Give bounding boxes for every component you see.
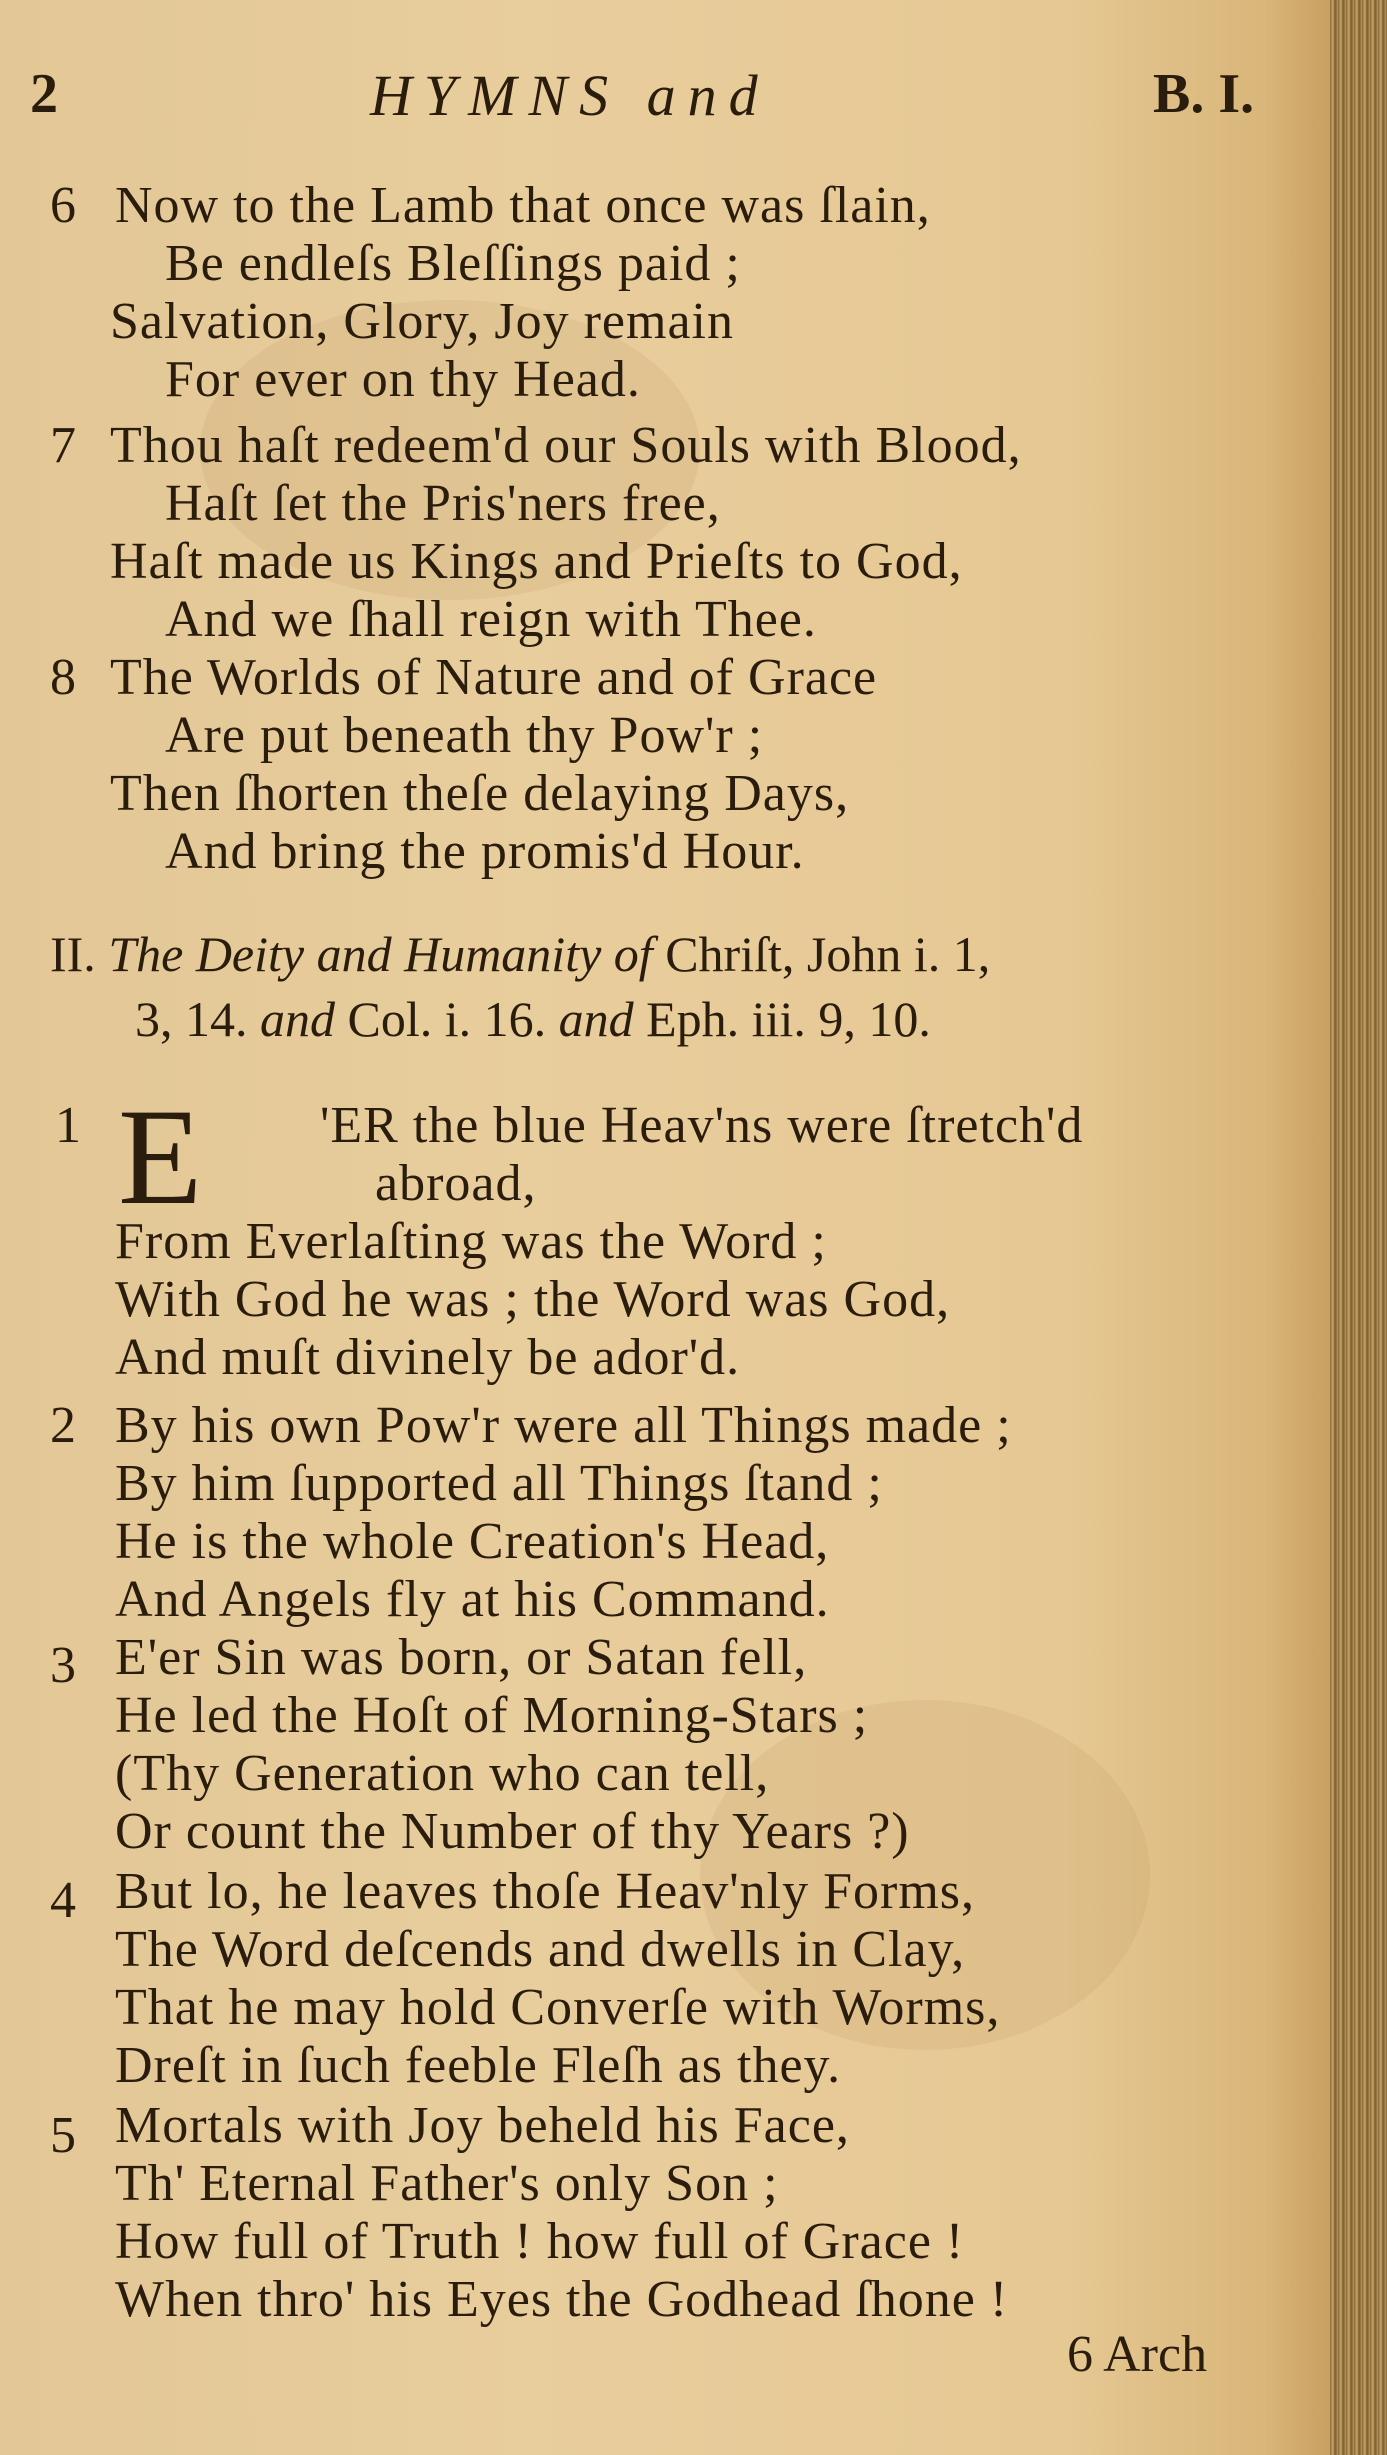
catchword: 6 Arch	[1067, 2326, 1208, 2383]
scripture-ref: Col. i. 16.	[347, 991, 547, 1047]
drop-capital: E	[118, 1080, 203, 1233]
verse-line: He led the Hoſt of Morning-Stars ;	[115, 1687, 869, 1744]
verse-line: By his own Pow'r were all Things made ;	[115, 1397, 1012, 1454]
verse-line: He is the whole Creation's Head,	[115, 1513, 830, 1570]
verse-line: The Word deſcends and dwells in Clay,	[115, 1921, 966, 1978]
verse-line: From Everlaſting was the Word ;	[115, 1213, 827, 1270]
verse-line: abroad,	[375, 1155, 537, 1212]
stanza-number: 6	[50, 177, 76, 234]
ref-conjunction: and	[558, 991, 634, 1047]
verse-line: By him ſupported all Things ſtand ;	[115, 1455, 883, 1512]
hymn-heading	[50, 925, 990, 983]
verse-line: Then ſhorten theſe delaying Days,	[110, 765, 850, 822]
verse-line: And Angels fly at his Command.	[115, 1571, 830, 1628]
hymn-reference	[135, 990, 931, 1048]
hymn-title-italic: The Deity and Humanity of	[108, 926, 653, 982]
book-reference: B. I.	[1153, 63, 1255, 125]
hymn-number: II.	[50, 926, 96, 982]
verse-line: And we ſhall reign with Thee.	[165, 591, 817, 648]
stanza-number: 5	[50, 2107, 76, 2164]
verse-line: (Thy Generation who can tell,	[115, 1745, 770, 1802]
scripture-ref: Eph. iii. 9, 10.	[646, 991, 931, 1047]
stanza-number: 1	[55, 1097, 81, 1154]
stanza-number: 8	[50, 649, 76, 706]
hymn-title-roman: Chriſt, John i. 1,	[665, 926, 991, 982]
stanza-number: 7	[50, 417, 76, 474]
verse-line: Are put beneath thy Pow'r ;	[165, 707, 764, 764]
verse-line: Salvation, Glory, Joy remain	[110, 293, 734, 350]
page-number: 2	[30, 63, 58, 125]
verse-line: And muſt divinely be ador'd.	[115, 1329, 741, 1386]
verse-line: Dreſt in ſuch feeble Fleſh as they.	[115, 2037, 842, 2094]
verse-line: Haſt made us Kings and Prieſts to God,	[110, 533, 963, 590]
running-title: HYMNS and	[370, 63, 770, 128]
stanza-number: 4	[50, 1872, 76, 1929]
page-edge	[1330, 0, 1387, 2455]
verse-line: Thou haſt redeem'd our Souls with Blood,	[110, 417, 1022, 474]
scripture-ref: 3, 14.	[135, 991, 248, 1047]
verse-line: 'ER the blue Heav'ns were ſtretch'd	[320, 1097, 1084, 1154]
verse-line: The Worlds of Nature and of Grace	[110, 649, 878, 706]
verse-line: How full of Truth ! how full of Grace !	[115, 2213, 965, 2270]
verse-line: Now to the Lamb that once was ſlain,	[115, 177, 931, 234]
verse-line: That he may hold Converſe with Worms,	[115, 1979, 1001, 2036]
verse-line: For ever on thy Head.	[165, 351, 641, 408]
verse-line: And bring the promis'd Hour.	[165, 823, 805, 880]
verse-line: When thro' his Eyes the Godhead ſhone !	[115, 2271, 1009, 2328]
verse-line: With God he was ; the Word was God,	[115, 1271, 951, 1328]
verse-line: But lo, he leaves thoſe Heav'nly Forms,	[115, 1863, 976, 1920]
ref-conjunction: and	[260, 991, 335, 1047]
verse-line: Th' Eternal Father's only Son ;	[115, 2155, 779, 2212]
verse-line: Mortals with Joy beheld his Face,	[115, 2097, 850, 2154]
verse-line: Or count the Number of thy Years ?)	[115, 1803, 910, 1860]
verse-line: Be endleſs Bleſſings paid ;	[165, 235, 741, 292]
verse-line: E'er Sin was born, or Satan fell,	[115, 1629, 808, 1686]
stanza-number: 3	[50, 1637, 76, 1694]
stanza-number: 2	[50, 1397, 76, 1454]
verse-line: Haſt ſet the Pris'ners free,	[165, 475, 721, 532]
